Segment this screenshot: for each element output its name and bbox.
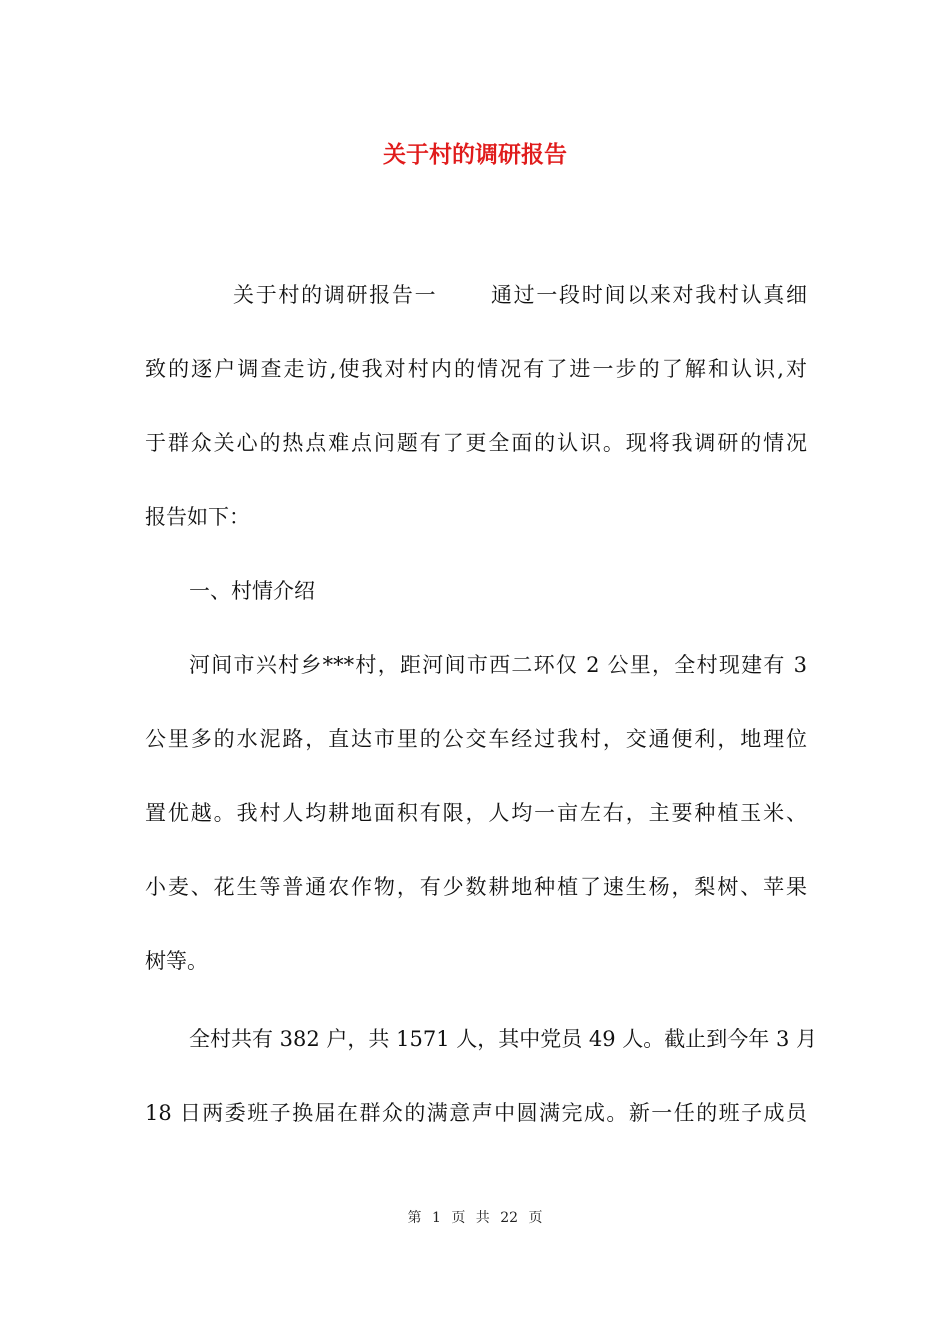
paragraph-line: 全村共有 382 户，共 1571 人，其中党员 49 人。截止到今年 3 月 — [189, 1027, 818, 1051]
paragraph-line: 公里多的水泥路，直达市里的公交车经过我村，交通便利，地理位 — [145, 727, 807, 751]
paragraph-intro — [145, 258, 807, 554]
section-heading — [145, 554, 807, 628]
paragraph-population — [145, 1002, 818, 1150]
footer-page-prefix: 第 — [407, 1210, 422, 1226]
paragraph-text: 通过一段时间以来对我村认真细 — [489, 283, 808, 307]
paragraph-line: 树等。 — [145, 949, 208, 973]
paragraph-line: 18 日两委班子换届在群众的满意声中圆满完成。新一任的班子成员 — [145, 1101, 807, 1125]
paragraph-village — [145, 628, 807, 998]
page-footer — [0, 1207, 950, 1227]
section-heading-text: 一、村情介绍 — [189, 579, 315, 603]
paragraph-line — [145, 258, 807, 332]
footer-page-unit: 页 — [451, 1210, 466, 1226]
footer-total-prefix: 共 — [475, 1210, 490, 1226]
document-title: 关于村的调研报告 — [383, 141, 567, 168]
footer-total-pages: 22 — [500, 1210, 519, 1226]
paragraph-line: 报告如下： — [145, 505, 250, 529]
paragraph-line: 于群众关心的热点难点问题有了更全面的认识。现将我调研的情况 — [145, 431, 807, 455]
paragraph-line: 致的逐户调查走访,使我对村内的情况有了进一步的了解和认识,对 — [145, 357, 807, 381]
paragraph-line: 小麦、花生等普通农作物，有少数耕地种植了速生杨，梨树、苹果 — [145, 875, 807, 899]
footer-current-page: 1 — [431, 1210, 441, 1226]
report-subtitle: 关于村的调研报告一 — [233, 283, 438, 307]
paragraph-line: 置优越。我村人均耕地面积有限，人均一亩左右，主要种植玉米、 — [145, 801, 807, 825]
paragraph-line: 河间市兴村乡***村，距河间市西二环仅 2 公里，全村现建有 3 — [189, 653, 807, 677]
footer-total-unit: 页 — [528, 1210, 543, 1226]
